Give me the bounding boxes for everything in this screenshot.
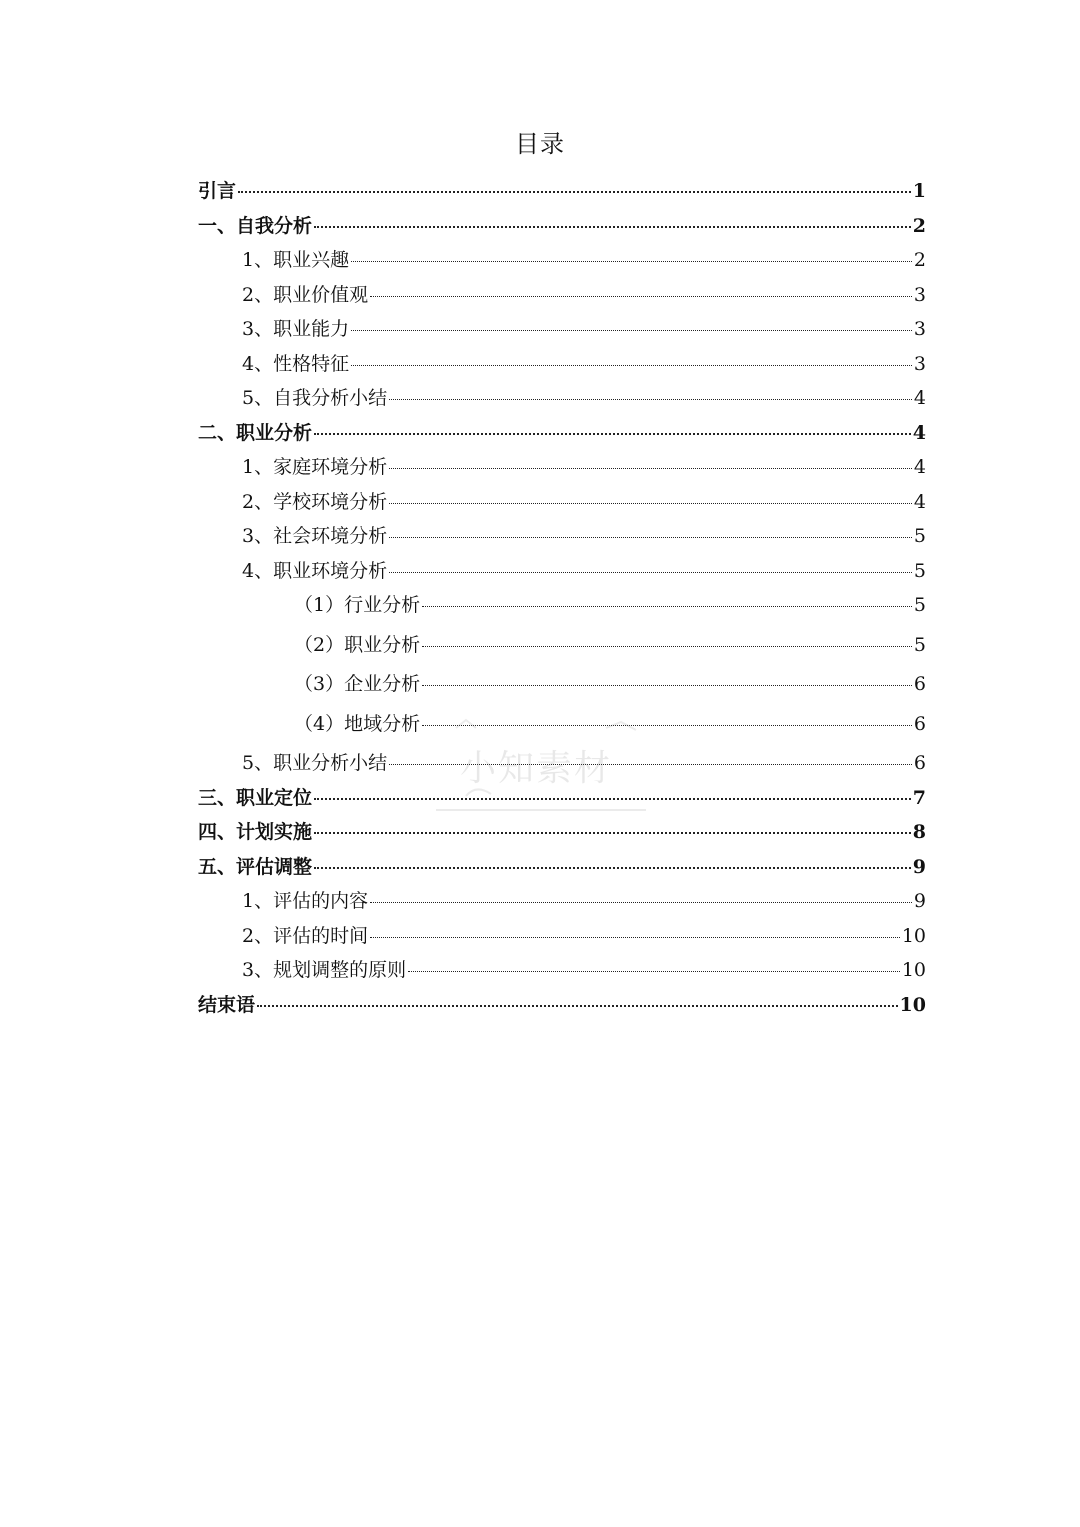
toc-entry-label: 引言 — [198, 180, 237, 202]
toc-dot-leader — [389, 572, 912, 573]
toc-entry-page-number: 10 — [901, 959, 926, 981]
toc-entry[interactable] — [198, 921, 926, 956]
toc-entry-page-number: 5 — [913, 594, 926, 616]
toc-entry-page-number: 7 — [912, 786, 926, 809]
toc-entry-label: 4、性格特征 — [242, 352, 350, 375]
toc-dot-leader — [314, 832, 911, 834]
toc-entry[interactable] — [198, 630, 926, 670]
toc-entry[interactable] — [198, 817, 926, 852]
toc-entry-page-number: 10 — [899, 993, 926, 1016]
toc-entry[interactable] — [198, 556, 926, 591]
toc-entry-label: （4）地域分析 — [294, 712, 421, 735]
toc-entry-page-number: 4 — [913, 490, 926, 513]
toc-dot-leader — [351, 261, 912, 262]
toc-entry-page-number: 2 — [913, 249, 926, 271]
toc-dot-leader — [370, 937, 900, 938]
toc-entry-label: 1、职业兴趣 — [242, 249, 350, 271]
toc-entry-label: 四、计划实施 — [198, 821, 313, 843]
toc-entry[interactable] — [198, 452, 926, 487]
toc-entry[interactable] — [198, 990, 926, 1025]
toc-dot-leader — [257, 1005, 898, 1007]
toc-dot-leader — [370, 902, 912, 903]
toc-entry-label: 3、规划调整的原则 — [242, 959, 407, 981]
toc-entry-page-number: 2 — [912, 214, 926, 237]
toc-entry[interactable] — [198, 349, 926, 384]
toc-entry[interactable] — [198, 280, 926, 315]
toc-dot-leader — [351, 330, 912, 331]
toc-entry-page-number: 9 — [912, 855, 926, 878]
toc-entry-label: 一、自我分析 — [198, 214, 313, 237]
toc-entry-page-number: 8 — [912, 821, 926, 843]
toc-entry-page-number: 5 — [913, 525, 926, 547]
toc-entry-page-number: 4 — [913, 387, 926, 409]
toc-entry-page-number: 10 — [901, 924, 926, 947]
toc-entry-page-number: 6 — [913, 752, 926, 774]
toc-dot-leader — [389, 764, 912, 765]
toc-entry[interactable] — [198, 590, 926, 630]
toc-entry[interactable] — [198, 245, 926, 280]
toc-entry-label: 结束语 — [198, 993, 256, 1016]
toc-dot-leader — [314, 867, 911, 869]
toc-dot-leader — [351, 365, 912, 366]
toc-entry-page-number: 5 — [913, 633, 926, 656]
toc-entry-page-number: 4 — [913, 456, 926, 478]
toc-dot-leader — [422, 685, 912, 686]
toc-entry[interactable] — [198, 383, 926, 418]
toc-entry-label: 五、评估调整 — [198, 855, 313, 878]
toc-entry-label: 2、评估的时间 — [242, 924, 369, 947]
toc-entry-label: （3）企业分析 — [294, 673, 421, 695]
toc-dot-leader — [314, 798, 911, 800]
toc-entry[interactable] — [198, 521, 926, 556]
toc-entry[interactable] — [198, 709, 926, 749]
toc-entry[interactable] — [198, 487, 926, 522]
toc-entry-page-number: 6 — [913, 673, 926, 695]
toc-dot-leader — [422, 646, 912, 647]
toc-entry[interactable] — [198, 783, 926, 818]
toc-entry-page-number: 5 — [913, 559, 926, 582]
toc-dot-leader — [389, 503, 912, 504]
toc-entry-page-number: 1 — [912, 180, 926, 202]
toc-entry-page-number: 3 — [913, 283, 926, 306]
toc-entry-label: 1、评估的内容 — [242, 890, 369, 912]
toc-entry-page-number: 3 — [913, 318, 926, 340]
toc-entry[interactable] — [198, 418, 926, 453]
toc-entry[interactable] — [198, 955, 926, 990]
toc-dot-leader — [422, 725, 912, 726]
toc-entry-label: 5、自我分析小结 — [242, 387, 388, 409]
toc-dot-leader — [422, 606, 912, 607]
table-of-contents — [198, 176, 926, 1024]
toc-dot-leader — [314, 433, 911, 435]
toc-entry[interactable] — [198, 314, 926, 349]
toc-entry-label: 2、学校环境分析 — [242, 490, 388, 513]
toc-dot-leader — [389, 537, 912, 538]
toc-entry-label: 3、职业能力 — [242, 318, 350, 340]
toc-dot-leader — [314, 226, 911, 228]
toc-entry-label: 4、职业环境分析 — [242, 559, 388, 582]
toc-entry-label: 3、社会环境分析 — [242, 525, 388, 547]
toc-entry-label: 2、职业价值观 — [242, 283, 369, 306]
toc-entry-page-number: 6 — [913, 712, 926, 735]
toc-dot-leader — [238, 191, 911, 193]
toc-entry-label: （2）职业分析 — [294, 633, 421, 656]
toc-entry-label: （1）行业分析 — [294, 594, 421, 616]
toc-entry-page-number: 9 — [913, 890, 926, 912]
toc-entry[interactable] — [198, 748, 926, 783]
toc-entry-page-number: 3 — [913, 352, 926, 375]
toc-entry-label: 5、职业分析小结 — [242, 752, 388, 774]
toc-dot-leader — [370, 296, 912, 297]
toc-entry-label: 三、职业定位 — [198, 786, 313, 809]
toc-entry[interactable] — [198, 211, 926, 246]
toc-dot-leader — [408, 971, 900, 972]
toc-entry[interactable] — [198, 669, 926, 709]
toc-entry[interactable] — [198, 886, 926, 921]
watermark-text: 小知素材 — [460, 748, 613, 789]
toc-entry-label: 二、职业分析 — [198, 421, 313, 444]
toc-dot-leader — [389, 399, 912, 400]
toc-entry-page-number: 4 — [912, 421, 926, 444]
toc-entry[interactable] — [198, 852, 926, 887]
toc-entry[interactable] — [198, 176, 926, 211]
toc-dot-leader — [389, 468, 912, 469]
toc-entry-label: 1、家庭环境分析 — [242, 456, 388, 478]
page-title: 目录 — [515, 130, 565, 158]
